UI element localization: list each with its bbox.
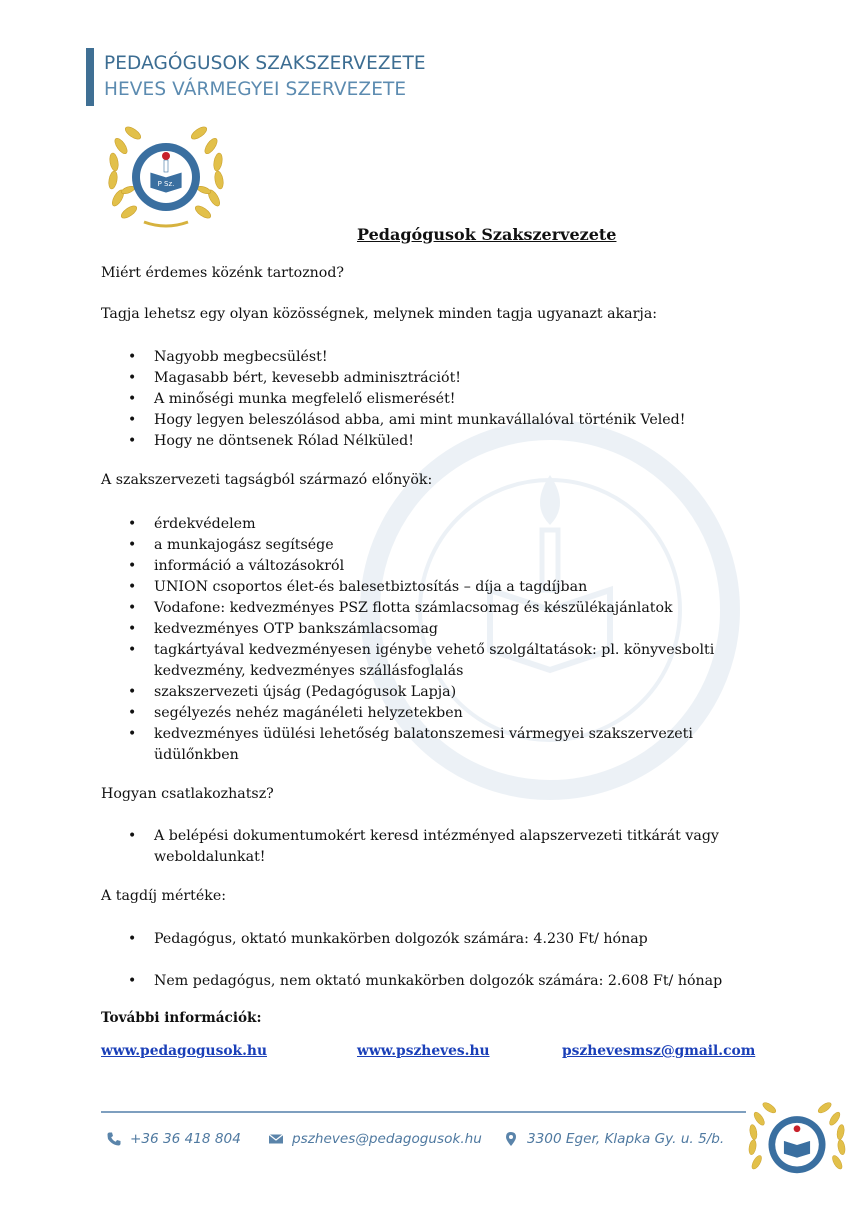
footer-divider: [101, 1111, 746, 1113]
link-pedagogusok[interactable]: www.pedagogusok.hu: [101, 1043, 267, 1059]
intro-text: Tagja lehetsz egy olyan közösségnek, melynek minden tagja ugyanazt akarja:: [101, 306, 658, 322]
link-email[interactable]: pszhevesmsz@gmail.com: [562, 1043, 756, 1059]
question-why-join: Miért érdemes közénk tartoznod?: [101, 265, 345, 281]
footer-email: [268, 1131, 482, 1147]
union-logo: [104, 120, 228, 230]
list-item: • érdekvédelem: [101, 514, 714, 535]
postal-address: 3300 Eger, Klapka Gy. u. 5/b.: [527, 1131, 725, 1147]
union-logo-small: [745, 1096, 849, 1190]
list-item: • a munkajogász segítsége: [101, 535, 714, 556]
list-item: • Pedagógus, oktató munkakörben dolgozók számára: 4.230 Ft/ hónap: [101, 929, 722, 950]
list-item: • UNION csoportos élet-és balesetbiztosítás – díja a tagdíjban: [101, 577, 714, 598]
join-list: [101, 826, 719, 868]
benefits-heading: A szakszervezeti tagságból származó előnyök:: [101, 472, 433, 488]
footer-phone: [106, 1131, 241, 1147]
logo-lettering: P Sz.: [157, 180, 175, 188]
join-heading: Hogyan csatlakozhatsz?: [101, 786, 274, 802]
email-address: pszheves@pedagogusok.hu: [292, 1131, 482, 1147]
location-pin-icon: [503, 1131, 519, 1147]
list-item: • Vodafone: kedvezményes PSZ flotta számlacsomag és készülékajánlatok: [101, 598, 714, 619]
wishes-list: [101, 347, 685, 452]
list-item: • Hogy legyen beleszólásod abba, ami mint munkavállalóval történik Veled!: [101, 410, 685, 431]
list-item-continuation: üdülőnkben: [154, 747, 239, 763]
list-item: • A minőségi munka megfelelő elismerését!: [101, 389, 685, 410]
org-county: HEVES VÁRMEGYEI SZERVEZETE: [104, 79, 407, 100]
list-item: • információ a változásokról: [101, 556, 714, 577]
list-item-continuation: weboldalunkat!: [154, 849, 266, 865]
list-item: • Hogy ne döntsenek Rólad Nélküled!: [101, 431, 685, 452]
list-item: • segélyezés nehéz magánéleti helyzetekben: [101, 703, 714, 724]
footer-address: [503, 1131, 724, 1147]
link-pszheves[interactable]: www.pszheves.hu: [357, 1043, 490, 1059]
list-item: • kedvezményes OTP bankszámlacsomag: [101, 619, 714, 640]
benefits-list: [101, 514, 714, 766]
header-accent-bar: [86, 48, 94, 106]
more-info-heading: További információk:: [101, 1010, 262, 1026]
list-item: • tagkártyával kedvezményesen igénybe vehető szolgáltatások: pl. könyvesbolti: [101, 640, 714, 661]
org-name: PEDAGÓGUSOK SZAKSZERVEZETE: [104, 53, 426, 74]
list-item: • szakszervezeti újság (Pedagógusok Lapja): [101, 682, 714, 703]
document-title: Pedagógusok Szakszervezete: [357, 225, 617, 244]
fee-heading: A tagdíj mértéke:: [101, 888, 227, 904]
phone-icon: [106, 1131, 122, 1147]
list-item: • Nem pedagógus, nem oktató munkakörben dolgozók számára: 2.608 Ft/ hónap: [101, 971, 722, 992]
mail-icon: [268, 1131, 284, 1147]
list-item-continuation: kedvezmény, kedvezményes szállásfoglalás: [154, 663, 464, 679]
fee-list: [101, 929, 722, 1013]
list-item: • kedvezményes üdülési lehetőség balatonszemesi vármegyei szakszervezeti: [101, 724, 714, 745]
list-item: • Nagyobb megbecsülést!: [101, 347, 685, 368]
list-item: • A belépési dokumentumokért keresd intézményed alapszervezeti titkárát vagy: [101, 826, 719, 847]
list-item: • Magasabb bért, kevesebb adminisztrációt!: [101, 368, 685, 389]
phone-number: +36 36 418 804: [130, 1131, 241, 1147]
